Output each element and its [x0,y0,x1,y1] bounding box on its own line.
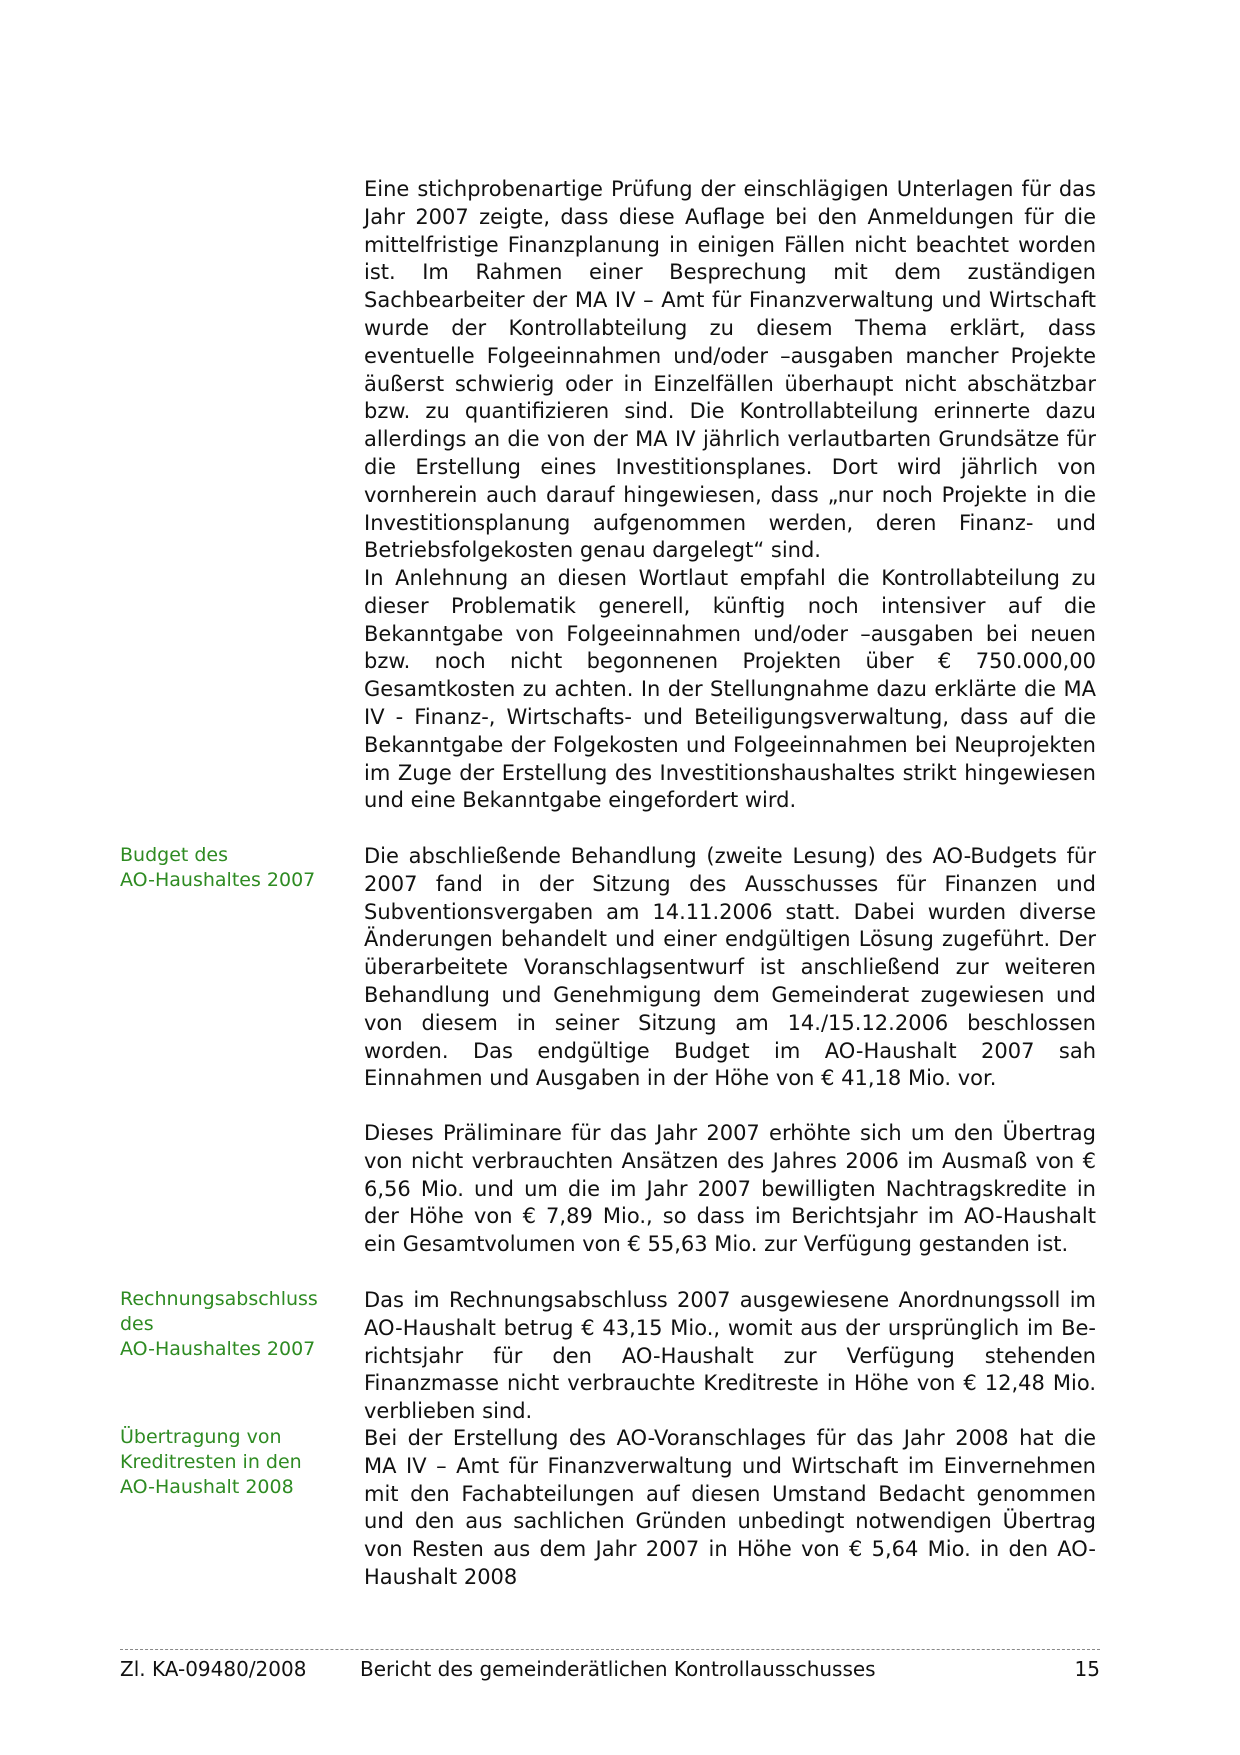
margin-label-line: AO-Haushaltes 2007 [120,1338,316,1360]
margin-label-rechnungsabschluss [120,1287,352,1362]
paragraph-1: Eine stichprobenartige Prüfung der einschlägigen Unterlagen für das Jahr 2007 zeigte, dass diese Auflage bei den Anmeldungen für die mittelfristige Finanzplanung in einigen Fällen nicht beachtet worden ist. Im Rahmen einer Besprechung mit dem zuständigen Sachbearbeiter der MA IV – Amt für Finanzverwaltung und Wirtschaft wurde der Kontrollabteilung zu diesem Thema erklärt, dass eventuelle Folgeeinnahmen und/oder –ausgaben mancher Projekte äußerst schwierig oder in Einzelfällen überhaupt nicht abschätzbar bzw. zu quantifizieren sind. Die Kontrollabteilung erinnerte dazu allerdings an die von der MA IV jährlich verlautbarten Grundsätze für die Erstellung eines Investitionsplanes. Dort wird jährlich von vornherein auch darauf hingewiesen, dass „nur noch Projekte in die Investitionsplanung aufgenommen werden, deren Finanz- und Betriebsfolgekosten genau dargelegt“ sind. [364,177,1096,563]
paragraph-rechnungsabschluss: Das im Rechnungsabschluss 2007 ausgewiesene Anordnungssoll im AO-Haushalt betrug € 43,15 Mio., womit aus der ursprünglich im Berichtsjahr für den AO-Haushalt zur Verfügung stehenden Finanzmasse nicht verbrauchte Kreditreste in Höhe von € 12,48 Mio. verblieben sind. [364,1288,1096,1424]
footer-reference: Zl. KA-09480/2008 [120,1657,307,1681]
margin-label-line: Rechnungsabschluss des [120,1288,318,1335]
footer-divider [120,1649,1100,1650]
paragraph-uebertragung: Bei der Erstellung des AO-Voranschlages für das Jahr 2008 hat die MA IV – Amt für Finanzverwaltung und Wirtschaft im Einvernehmen mit den Fachabteilungen auf diesen Umstand Bedacht genommen und den aus sachlichen Gründen unbedingt notwendigen Übertrag von Resten aus dem Jahr 2007 in Höhe von € 5,64 Mio. in den AO-Haushalt 2008 [364,1426,1096,1589]
footer-title: Bericht des gemeinderätlichen Kontrollausschusses [360,1657,876,1681]
margin-label-line: Übertragung von [120,1426,282,1448]
paragraph-2: In Anlehnung an diesen Wortlaut empfahl die Kontrollabteilung zu dieser Problematik generell, künftig noch intensiver auf die Bekanntgabe von Folgeeinnahmen und/oder –ausgaben bei neuen bzw. noch nicht begonnenen Projekten über € 750.000,00 Gesamtkosten zu achten. In der Stellungnahme dazu erklärte die MA IV - Finanz-, Wirtschafts- und Beteiligungsverwaltung, dass auf die Bekanntgabe der Folgekosten und Folgeeinnahmen bei Neuprojekten im Zuge der Erstellung des Investitionshaushaltes strikt hingewiesen und eine Bekanntgabe eingefordert wird. [364,566,1096,813]
margin-label-line: AO-Haushaltes 2007 [120,869,316,891]
margin-label-line: Budget des [120,844,229,866]
margin-label-line: AO-Haushalt 2008 [120,1476,294,1498]
page-number: 15 [1074,1657,1100,1681]
margin-label-line: Kreditresten in den [120,1451,302,1473]
paragraph-4: Dieses Präliminare für das Jahr 2007 erhöhte sich um den Übertrag von nicht verbrauchten Ansätzen des Jahres 2006 im Ausmaß von € 6,56 Mio. und um die im Jahr 2007 bewilligten Nachtragskredite in der Höhe von € 7,89 Mio., so dass im Berichtsjahr im AO-Haushalt ein Gesamtvolumen von € 55,63 Mio. zur Verfügung gestanden ist. [364,1121,1096,1257]
margin-label-budget [120,843,352,893]
margin-label-uebertragung [120,1425,352,1500]
paragraph-budget: Die abschließende Behandlung (zweite Lesung) des AO-Budgets für 2007 fand in der Sitzung des Ausschusses für Finanzen und Subventionsvergaben am 14.11.2006 statt. Dabei wurden diverse Änderungen behandelt und einer endgültigen Lösung zugeführt. Der überarbeitete Voranschlagsentwurf ist anschließend zur weiteren Behandlung und Genehmigung dem Gemeinderat zugewiesen und von diesem in seiner Sitzung am 14./15.12.2006 beschlossen worden. Das endgültige Budget im AO-Haushalt 2007 sah Einnahmen und Ausgaben in der Höhe von € 41,18 Mio. vor. [364,844,1096,1091]
